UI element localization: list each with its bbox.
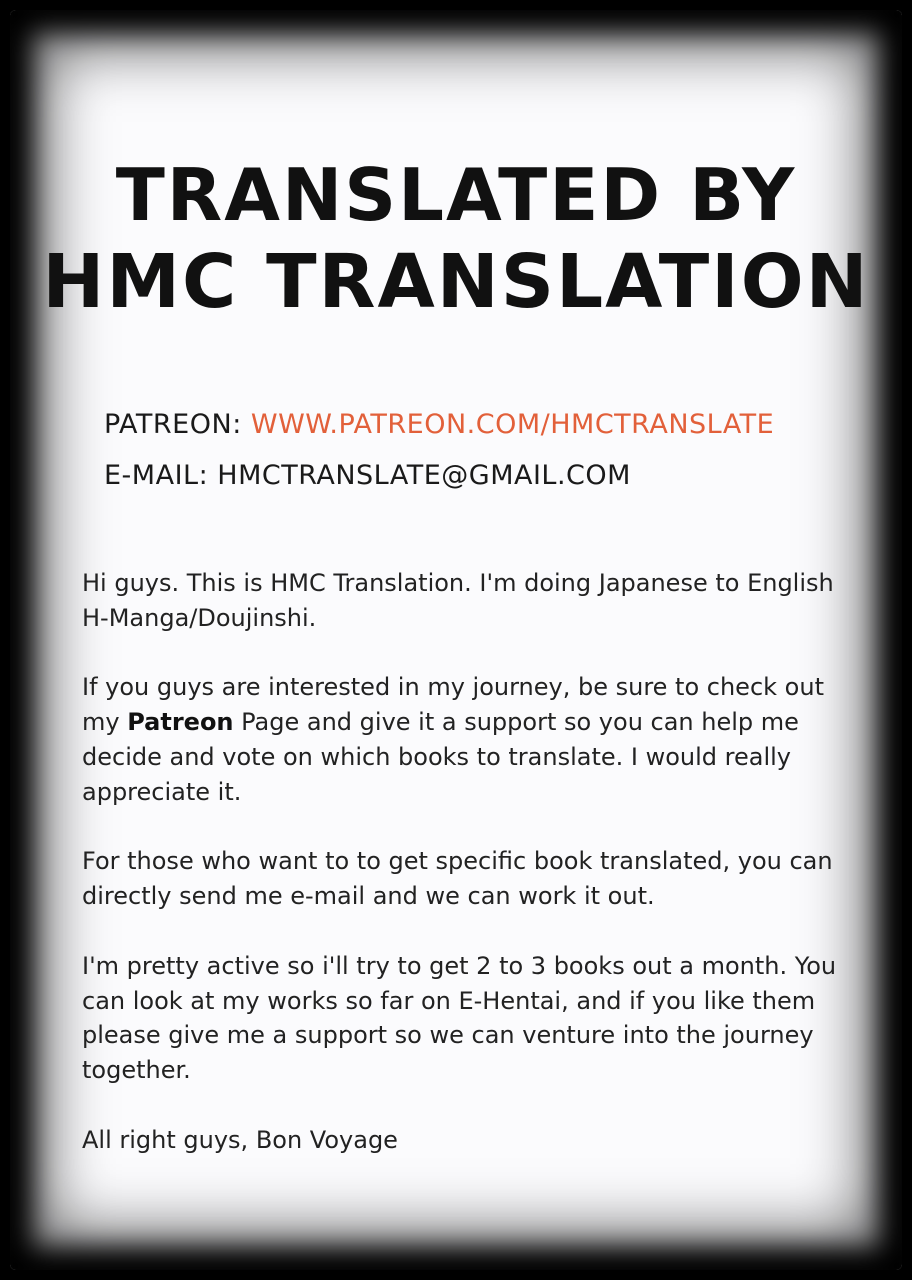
patreon-link[interactable]: WWW.PATREON.COM/HMCTRANSLATE [250,409,775,440]
paragraph-patreon-start: If you guys are interested in my journey, be sure to check out my [82,673,824,737]
paragraph-intro: Hi guys. This is HMC Translation. I'm doing Japanese to English H-Manga/Doujinshi. [82,569,834,632]
patreon-label: PATREON: [104,409,242,440]
paragraph-signoff: All right guys, Bon Voyage [82,1125,398,1154]
patreon-contact-row [104,408,774,442]
message-body [82,566,842,1192]
title-line-1: TRANSLATED BY [115,153,797,237]
email-contact-row [104,459,631,493]
paragraph-patreon-end: Page and give it a support so you can help me decide and vote on which books to translate. I would really appreciate it. [82,708,799,806]
paragraph-activity: I'm pretty active so i'll try to get 2 to 3 books out a month. You can look at my works so far on E-Hentai, and if you like them please give me a support so we can venture into the journey together. [82,951,837,1085]
email-address: HMCTRANSLATE@GMAIL.COM [217,460,631,491]
patreon-emphasis: Patreon [127,708,234,737]
paragraph-patreon [82,670,842,809]
title-line-2: HMC TRANSLATION [42,239,870,325]
email-label: E-MAIL: [104,460,209,491]
paragraph-requests: For those who want to to get specific book translated, you can directly send me e-mail and we can work it out. [82,847,833,911]
